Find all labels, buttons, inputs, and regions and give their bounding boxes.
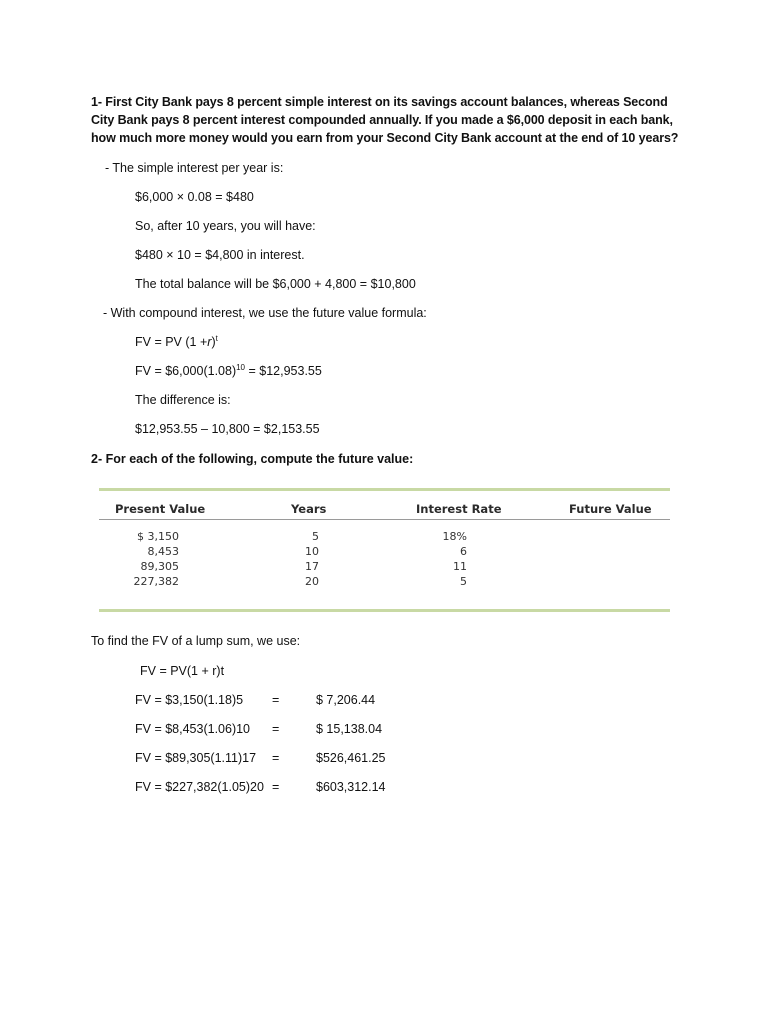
table-header-rule: [99, 519, 670, 520]
fv-formula-close: ): [211, 335, 216, 349]
future-value-table: [99, 488, 670, 614]
table-cell-pv: 89,305: [140, 560, 179, 573]
table-cell-rate: 6: [460, 545, 467, 558]
fv-calc-exponent: 10: [236, 362, 246, 372]
fv-calc-line: [135, 364, 322, 378]
table-cell-pv: $ 3,150: [137, 530, 179, 543]
table-cell-rate: 11: [453, 560, 467, 573]
header-present-value: Present Value: [115, 502, 206, 516]
interest-total-text: $480 × 10 = $4,800 in interest.: [135, 248, 305, 262]
table-cell-years: 5: [312, 530, 319, 543]
fv-calc-equals: =: [272, 722, 280, 736]
fv-formula-prefix: FV = PV (1 +: [135, 335, 208, 349]
total-balance-text: The total balance will be $6,000 + 4,800 = $10,800: [135, 277, 416, 291]
after-years-text: So, after 10 years, you will have:: [135, 219, 316, 233]
table-cell-pv: 227,382: [133, 575, 179, 588]
fv-calc-result: = $12,953.55: [245, 364, 322, 378]
compound-interest-heading: - With compound interest, we use the future value formula:: [103, 306, 427, 320]
table-cell-rate: 5: [460, 575, 467, 588]
fv-calc-result: $ 7,206.44: [316, 693, 376, 707]
fv-calc-equals: =: [272, 751, 280, 765]
table-top-rule: [99, 488, 670, 491]
table-cell-years: 17: [305, 560, 319, 573]
fv-calc-equals: =: [272, 780, 280, 794]
fv-calc-expression: FV = $227,382(1.05)20: [135, 780, 264, 794]
fv-formula-general: [135, 335, 218, 349]
fv-formula-exponent: t: [215, 333, 218, 343]
fv-calc-result: $526,461.25: [316, 751, 386, 765]
table-cell-pv: 8,453: [147, 545, 179, 558]
fv-lump-sum-formula: FV = PV(1 + r)t: [140, 664, 225, 678]
simple-interest-heading: - The simple interest per year is:: [105, 161, 284, 175]
simple-interest-calc: $6,000 × 0.08 = $480: [135, 190, 254, 204]
question-2-text: 2- For each of the following, compute the future value:: [91, 452, 414, 466]
header-future-value: Future Value: [569, 502, 652, 516]
header-interest-rate: Interest Rate: [416, 502, 502, 516]
fv-calc-equals: =: [272, 693, 280, 707]
difference-calc: $12,953.55 – 10,800 = $2,153.55: [135, 422, 320, 436]
fv-formula-r: r: [207, 335, 212, 349]
difference-heading: The difference is:: [135, 393, 231, 407]
fv-calc-prefix: FV = $6,000(1.08): [135, 364, 237, 378]
table-cell-rate: 18%: [442, 530, 467, 543]
table-cell-years: 20: [305, 575, 319, 588]
fv-calc-expression: FV = $3,150(1.18)5: [135, 693, 244, 707]
header-years: Years: [291, 502, 327, 516]
fv-calc-result: $603,312.14: [316, 780, 386, 794]
fv-calc-expression: FV = $89,305(1.11)17: [135, 751, 257, 765]
fv-calc-result: $ 15,138.04: [316, 722, 383, 736]
table-bottom-rule: [99, 609, 670, 612]
fv-lump-sum-intro: To find the FV of a lump sum, we use:: [91, 634, 301, 648]
fv-calc-expression: FV = $8,453(1.06)10: [135, 722, 251, 736]
question-1-text: 1- First City Bank pays 8 percent simple interest on its savings account balances, whereas Second City Bank pays 8 percent interest compounded annually. If you made a $6,000 deposit in each bank, how much more money would you earn from your Second City Bank account at the end of 10 years?: [91, 95, 679, 145]
table-cell-years: 10: [305, 545, 319, 558]
